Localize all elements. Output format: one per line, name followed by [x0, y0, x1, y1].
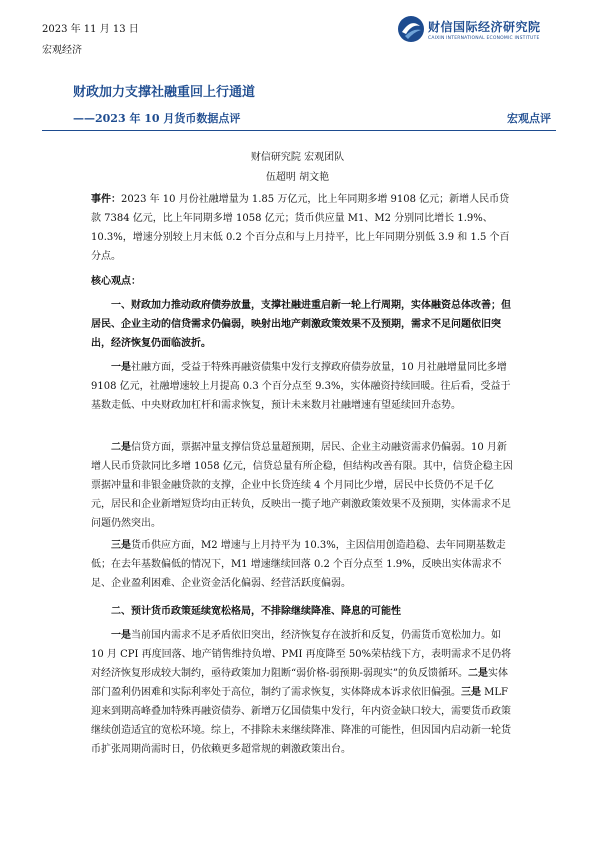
report-title: 财政加力支撑社融重回上行通道	[73, 85, 256, 100]
report-subtitle: ——2023 年 10 月货币数据点评	[73, 112, 241, 125]
section-1-point-1	[91, 358, 513, 415]
event-text: 2023 年 10 月份社融增量为 1.85 万亿元，比上年同期多增 9108 亿元；新增人民币贷款 7384 亿元，比上年同期多增 1058 亿元；货币供应量 M1、M2 分别同比增长 1.9%、10.3%，增速分别较上月末低 0.2 个百分点和与上月持平，比上年同期分别低 3.9 和 1.5 个百分点。	[91, 194, 510, 262]
header-divider	[42, 130, 556, 131]
point-text: 社融方面，受益于特殊再融资债集中发行支撑政府债券放量，10 月社融增量同比多增 9108 亿元，社融增速较上月提高 0.3 个百分点至 9.3%，实体融资持续回暖。往后看，受益于基数走低、中央财政加杠杆和需求恢复，预计未来数月社融增速有望延续回升态势。	[91, 362, 511, 411]
logo-english-name: CAIXIN INTERNATIONAL ECONOMIC INSTITUTE	[428, 36, 540, 41]
event-paragraph	[91, 190, 513, 266]
report-date: 2023 年 11 月 13 日	[42, 24, 139, 35]
section-2-paragraph	[91, 626, 513, 759]
section-1-heading: 一、财政加力推动政府债券放量，支撑社融进重启新一轮上行周期，实体融资总体改善；但居民、企业主动的信贷需求仍偏弱，映射出地产刺激政策效果不及预期，需求不足问题依旧突出，经济恢复仍面临波折。	[91, 300, 511, 349]
point-text: MLF 迎来到期高峰叠加特殊再融资债券、新增万亿国债集中发行，年内资金缺口较大，需要货币政策继续创造适宜的宽松环境。综上，不排除未来继续降准、降准的可能性，但因国内启动新一轮货币扩张周期尚需时日，仍依赖更多超常规的刺激政策出台。	[91, 687, 511, 755]
point-lead: 二是	[467, 668, 488, 679]
point-lead: 三是	[461, 687, 481, 698]
point-lead: 三是	[111, 540, 131, 551]
event-label: 事件：	[91, 194, 121, 205]
point-text: 实体部门盈利仍困难和实际利率处于高位，制约了需求恢复，实体降成本诉求依旧偏强。	[91, 668, 508, 698]
research-team: 财信研究院 宏观团队	[250, 152, 345, 163]
key-points-label: 核心观点：	[91, 276, 141, 287]
point-lead: 一是	[111, 630, 131, 641]
section-1-point-2	[91, 438, 513, 533]
point-text: 货币供应方面，M2 增速与上月持平为 10.3%，主因信用创造趋稳、去年同期基数走低；在去年基数偏低的情况下，M1 增速继续回落 0.2 个百分点至 1.9%，反映出实体需求不足、企业盈利困难、企业资金活化偏弱、经营活跃度偏弱。	[91, 540, 506, 589]
report-type-tag: 宏观点评	[507, 112, 551, 125]
authors: 伍超明 胡文艳	[265, 172, 330, 183]
point-lead: 二是	[111, 442, 131, 453]
section-1-point-3	[91, 536, 513, 593]
point-text: 信贷方面，票据冲量支撑信贷总量超预期，居民、企业主动融资需求仍偏弱。10 月新增人民币贷款同比多增 1058 亿元，信贷总量有所企稳，但结构改善有限。其中，信贷企稳主因票据冲量和非银金融贷款的支撑，企业中长贷连续 4 个月同比少增，居民中长贷仍不足千亿元，居民和企业新增短贷均由正转负，反映出一揽子地产刺激政策效果不及预期，实体需求不足问题仍然突出。	[91, 442, 513, 529]
point-text: 当前国内需求不足矛盾依旧突出，经济恢复存在波折和反复，仍需货币宽松加力。如 10 月 CPI 再度回落、地产销售维持负增、PMI 再度降至 50%荣枯线下方，表明需求不足仍将对经济恢复形成较大制约，亟待政策加力阻断“弱价格-弱预期-弱现实”的负反馈循环。	[91, 630, 512, 679]
logo-name: 财信国际经济研究院	[428, 20, 541, 34]
report-category: 宏观经济	[42, 45, 82, 56]
point-lead: 一是	[111, 362, 131, 373]
section-2-heading: 二、预计货币政策延续宽松格局，不排除继续降准、降息的可能性	[111, 606, 401, 617]
logo-mark-icon	[396, 14, 426, 44]
